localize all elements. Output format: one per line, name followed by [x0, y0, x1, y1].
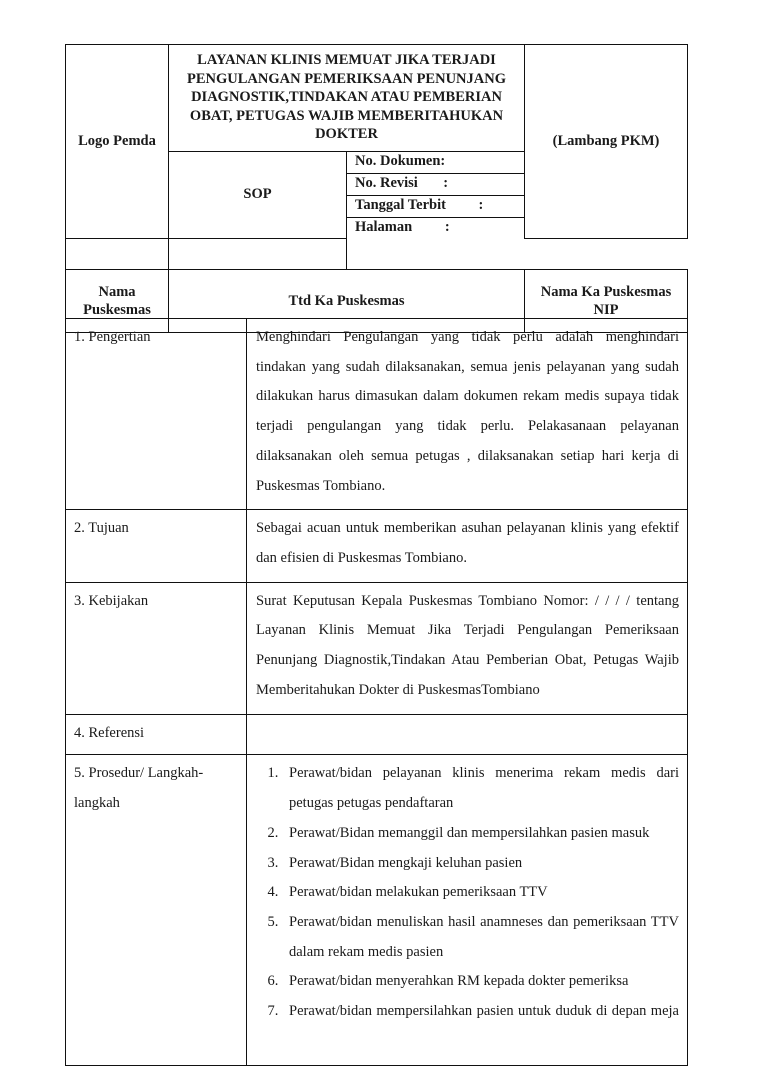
- sop-content-table: [65, 318, 688, 1066]
- content-prosedur: [247, 755, 688, 1065]
- row-referensi: [66, 714, 688, 755]
- procedure-item: 3. Perawat/Bidan mengkaji keluhan pasien: [282, 849, 679, 879]
- header-spacer-row: [66, 239, 688, 270]
- nama-ka-puskesmas-line1: Nama Ka Puskesmas: [540, 284, 672, 301]
- field-no-revisi: No. Revisi :: [347, 173, 525, 195]
- spacer-sop-cell: [66, 239, 169, 270]
- label-referensi: 4. Referensi: [66, 714, 247, 755]
- sop-label-cell: SOP: [169, 151, 347, 239]
- sop-title-cell: LAYANAN KLINIS MEMUAT JIKA TERJADI PENGULANGAN PEMERIKSAAN PENUNJANG DIAGNOSTIK,TINDAKAN ATAU PEMBERIAN OBAT, PETUGAS WAJIB MEMBERITAHUKAN DOKTER: [169, 45, 525, 152]
- nip-line: NIP: [593, 302, 619, 319]
- content-referensi: [247, 714, 688, 755]
- nama-puskesmas-line1: Nama: [98, 284, 136, 301]
- label-prosedur: 5. Prosedur/ Langkah-langkah: [66, 755, 247, 1065]
- sop-header-table: [65, 44, 688, 333]
- row-prosedur: [66, 755, 688, 1065]
- field-tanggal-terbit: Tanggal Terbit :: [347, 195, 525, 217]
- procedure-item: 4. Perawat/bidan melakukan pemeriksaan TTV: [282, 878, 679, 908]
- logo-pemda-cell: Logo Pemda: [66, 45, 169, 239]
- procedure-list: [256, 759, 679, 1056]
- procedure-item: 6. Perawat/bidan menyerahkan RM kepada dokter pemeriksa: [282, 967, 679, 997]
- nama-puskesmas-line2: Puskesmas: [83, 302, 151, 319]
- procedure-item: 2. Perawat/Bidan memanggil dan mempersilahkan pasien masuk: [282, 819, 679, 849]
- procedure-item: 5. Perawat/bidan menuliskan hasil anamneses dan pemeriksaan TTV dalam rekam medis pasien: [282, 908, 679, 967]
- spacer-field-cell: [169, 239, 347, 270]
- field-halaman: Halaman :: [347, 217, 525, 239]
- content-pengertian-text: Menghindari Pengulangan yang tidak perlu adalah menghindari tindakan yang sudah dilaksanakan, semua jenis pelayanan yang sudah dilakukan harus dimasukan dalam dokumen rekam medis supaya tidak terjadi pengulangan yang tidak perlu. Pelakasanaan pelayanan dilaksanakan oleh semua petugas , dilaksanakan setiap hari kerja di Puskesmas Tombiano.: [256, 329, 679, 494]
- content-kebijakan-text: Surat Keputusan Kepala Puskesmas Tombiano Nomor: / / / / tentang Layanan Klinis Memuat Jika Terjadi Pengulangan Pemeriksaan Penunjang Diagnostik,Tindakan Atau Pemberian Obat, Petugas Wajib Memberitahukan Dokter di PuskesmasTombiano: [256, 592, 679, 698]
- content-tujuan: [247, 510, 688, 582]
- content-kebijakan: [247, 582, 688, 714]
- procedure-item: 1. Perawat/bidan pelayanan klinis menerima rekam medis dari petugas petugas pendaftaran: [282, 759, 679, 818]
- procedure-item: 7. Perawat/bidan mempersilahkan pasien untuk duduk di depan meja: [282, 997, 679, 1056]
- label-tujuan: 2. Tujuan: [66, 510, 247, 582]
- label-pengertian: 1. Pengertian: [66, 319, 247, 510]
- lambang-pkm-cell: (Lambang PKM): [525, 45, 688, 239]
- row-tujuan: [66, 510, 688, 582]
- label-kebijakan: 3. Kebijakan: [66, 582, 247, 714]
- header-title-row: [66, 45, 688, 152]
- ttd-ka-puskesmas-cell: Ttd Ka Puskesmas: [169, 270, 525, 333]
- content-pengertian: [247, 319, 688, 510]
- field-no-dokumen: No. Dokumen:: [347, 151, 525, 173]
- content-tujuan-text: Sebagai acuan untuk memberikan asuhan pelayanan klinis yang efektif dan efisien di Puskesmas Tombiano.: [256, 520, 679, 567]
- row-kebijakan: [66, 582, 688, 714]
- row-pengertian: [66, 319, 688, 510]
